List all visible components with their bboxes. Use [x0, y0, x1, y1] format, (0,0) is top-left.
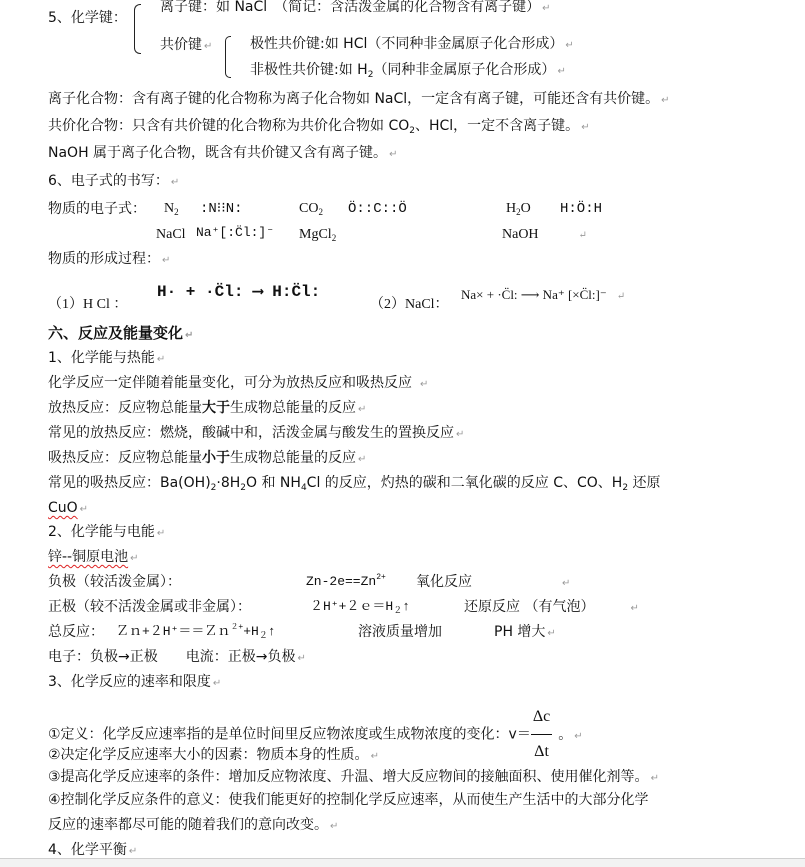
- n2-lewis-formula: :N⁝⁝N:: [200, 201, 243, 217]
- mgcl2-label: MgCl$_2$: [299, 227, 337, 243]
- rate-meaning-line2: 反应的速率都尽可能的随着我们的意向改变。 ↵: [48, 817, 339, 833]
- spellcheck-mark: [440, 226, 476, 240]
- ionic-bond-line: 离子键：如 NaCl （简记：含活泼金属的化合物含有离子键） ↵: [160, 0, 551, 15]
- nacl-process-label: （2）NaCl：: [370, 297, 449, 312]
- nonpolar-covalent-line: 非极性共价键:如 $H_2$（同种非金属原子化合形成） ↵: [250, 62, 566, 80]
- rate-definition: ①定义：化学反应速率指的是单位时间里反应物浓度或生成物浓度的变化：v＝ $\frac{\Delta c}{\Delta t}$ 。 ↵: [48, 700, 583, 769]
- exothermic-common: 常见的放热反应：燃烧，酸碱中和，活泼金属与酸发生的置换反应 ↵: [48, 425, 465, 441]
- positive-electrode-type: 还原反应 （有气泡） ↵: [464, 599, 639, 615]
- total-reaction-note-ph: PH 增大 ↵: [494, 624, 556, 640]
- s3-heading: 3、化学反应的速率和限度 ↵: [48, 674, 222, 690]
- positive-electrode-label: 正极（较不活泼金属或非金属）：: [48, 599, 251, 615]
- brace-covalent: [225, 36, 231, 78]
- endothermic-definition: 吸热反应：反应物总能量小于生成物总能量的反应 ↵: [48, 450, 367, 466]
- rate-fraction: $\frac{\Delta c}{\Delta t}$: [531, 700, 552, 769]
- rate-improve: ③提高化学反应速率的条件：增加反应物浓度、升温、增大反应物间的接触面积、使用催化剂等。 ↵: [48, 769, 659, 785]
- naoh-line: NaOH 属于离子化合物，既含有共价键又含有离子键。 ↵: [48, 145, 398, 161]
- rate-factor: ②决定化学反应速率大小的因素：物质本身的性质。 ↵: [48, 747, 379, 763]
- covalent-bond-label: 共价键 ↵: [160, 37, 213, 53]
- endothermic-common: 常见的吸热反应：$Ba(OH)_2\cdot 8H_2O$ 和 $NH_4Cl$ 的反应，灼热的碳和二氧化碳的反应 C、CO、$H_2$ 还原: [48, 475, 661, 493]
- hcl-formation-process: H· + ·C̈l: ⟶ H:C̈l:: [157, 283, 321, 301]
- chapter6-heading: 六、反应及能量变化 ↵: [48, 324, 194, 342]
- nacl-lewis-formula: Na⁺[:C̈l:]⁻: [196, 225, 275, 240]
- negative-electrode-equation: $Zn-2e==Zn^{2+}$: [306, 573, 386, 589]
- electron-current-flow: 电子：负极→正极 电流：正极→负极 ↵: [48, 649, 306, 665]
- section6-heading: 6、电子式的书写： ↵: [48, 173, 180, 189]
- total-reaction-label: 总反应：: [48, 624, 104, 640]
- polar-covalent-line: 极性共价键:如 HCl（不同种非金属原子化合形成） ↵: [250, 36, 574, 52]
- nacl-label: NaCl: [156, 227, 186, 242]
- zn-cu-cell: 锌--铜原电池 ↵: [48, 549, 139, 565]
- nacl-formation-process: Na× + ·C̈l: ⟶ Na⁺ [×C̈l:]⁻ ↵: [461, 287, 626, 302]
- formation-process-label: 物质的形成过程： ↵: [48, 251, 171, 267]
- s1-heading: 1、化学能与热能 ↵: [48, 350, 166, 366]
- co2-label: $CO_2$: [299, 201, 323, 217]
- hcl-process-label: （1）H Cl ：: [48, 297, 128, 312]
- brace-chemical-bond: [134, 4, 141, 54]
- covalent-compound-line: 共价化合物：只含有共价键的化合物称为共价化合物如 $CO_2$、HCl，一定不含离子键。 ↵: [48, 118, 590, 136]
- s4-heading: 4、化学平衡 ↵: [48, 842, 138, 858]
- co2-lewis-formula: Ö::C::Ö: [348, 201, 407, 217]
- exothermic-definition: 放热反应：反应物总能量大于生成物总能量的反应 ↵: [48, 400, 367, 416]
- endothermic-common-cont: CuO ↵: [48, 500, 89, 516]
- s2-heading: 2、化学能与电能 ↵: [48, 524, 166, 540]
- rate-meaning-line1: ④控制化学反应条件的意义：使我们能更好的控制化学反应速率，从而使生产生活中的大部分化学: [48, 792, 649, 808]
- electron-formula-label: 物质的电子式：: [48, 201, 146, 217]
- h2o-lewis-formula: H:Ö:H: [560, 201, 603, 217]
- negative-electrode-label: 负极（较活泼金属）：: [48, 574, 181, 590]
- n2-label: $N_2$: [164, 201, 179, 217]
- total-reaction-equation: $Zn+2H^+==Zn^{2+}+H_2↑$: [116, 623, 276, 641]
- section5-heading: 5、化学键：: [48, 10, 127, 26]
- ionic-compound-line: 离子化合物：含有离子键的化合物称为离子化合物如 NaCl，一定含有离子键，可能还含有共价键。 ↵: [48, 91, 670, 107]
- h2o-label: $H_2O$: [506, 201, 531, 217]
- negative-electrode-type: 氧化反应 ↵: [416, 574, 571, 590]
- positive-electrode-equation: $2H^++2e=H_2↑$: [310, 599, 411, 616]
- total-reaction-note-mass: 溶液质量增加: [358, 624, 442, 640]
- s1-line1: 化学反应一定伴随着能量变化，可分为放热反应和吸热反应 ↵: [48, 375, 429, 391]
- naoh-label: NaOH ↵: [502, 227, 587, 242]
